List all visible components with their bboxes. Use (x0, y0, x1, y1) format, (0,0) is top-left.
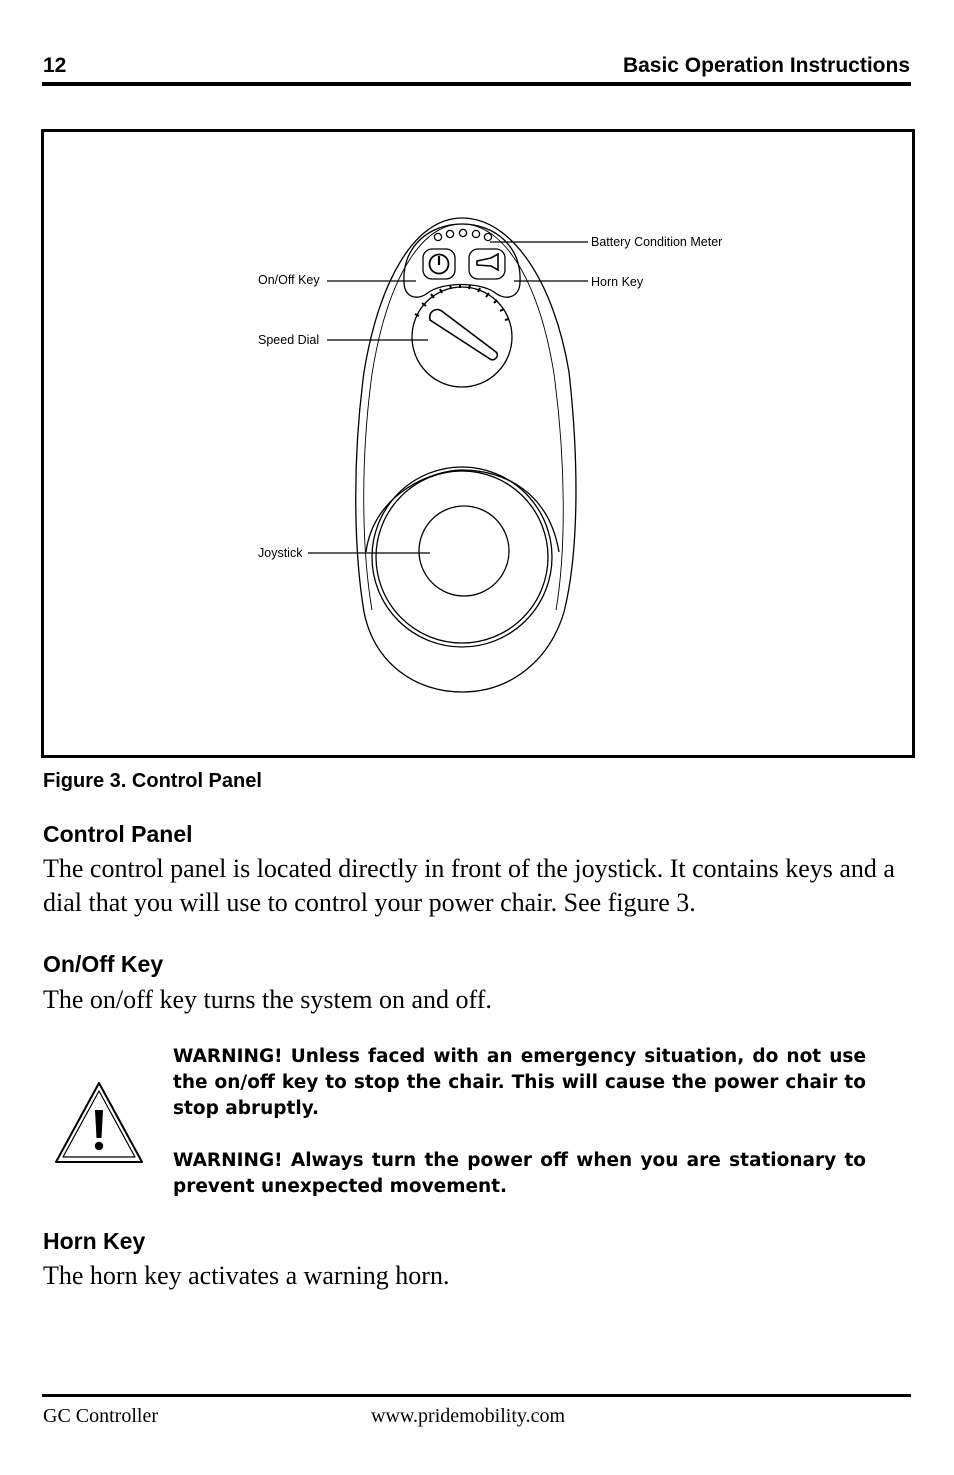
footer-rule (42, 1394, 911, 1397)
body-control-panel: The control panel is located directly in front of the joystick. It contains keys and a dial that you will use to control your power chair. See figure 3. (43, 854, 895, 917)
figure-frame (41, 129, 915, 758)
heading-control-panel: Control Panel (43, 821, 193, 847)
header-rule (42, 82, 911, 86)
body-on-off-key: The on/off key turns the system on and off. (43, 985, 492, 1014)
horn-key (469, 249, 505, 279)
callout-speed-dial: Speed Dial (258, 333, 320, 347)
heading-horn-key: Horn Key (43, 1228, 146, 1254)
battery-led-5 (484, 233, 491, 240)
dial-pointer (430, 310, 498, 360)
callout-on-off-key: On/Off Key (258, 273, 320, 287)
battery-led-4 (472, 230, 479, 237)
horn-icon (477, 254, 498, 270)
figure-caption: Figure 3. Control Panel (43, 770, 262, 792)
page-number: 12 (43, 54, 67, 77)
warning-emergency-stop: WARNING! Unless faced with an emergency situation, do not use the on/off key to stop the chair. This will cause the power chair to stop abruptly. (173, 1046, 866, 1119)
dial-ticks (415, 284, 509, 320)
callout-battery-meter: Battery Condition Meter (591, 235, 723, 249)
footer-product-name: GC Controller (43, 1405, 158, 1427)
battery-led-3 (459, 229, 466, 236)
footer-website: www.pridemobility.com (371, 1405, 566, 1427)
warning-power-off: WARNING! Always turn the power off when you are stationary to prevent unexpected movement. (173, 1150, 866, 1197)
control-panel-illustration (44, 132, 912, 755)
joystick-boot (366, 470, 559, 552)
battery-led-2 (446, 230, 453, 237)
speed-dial (412, 287, 512, 387)
callout-joystick: Joystick (258, 546, 303, 560)
running-head: Basic Operation Instructions (622, 54, 910, 77)
heading-on-off-key: On/Off Key (43, 951, 164, 977)
warning-triangle-icon (53, 1080, 145, 1166)
controller-housing (356, 218, 576, 692)
housing-inner-edge (364, 224, 462, 610)
joystick-base-inner (376, 471, 548, 643)
callout-horn-key: Horn Key (591, 275, 644, 289)
battery-led-1 (434, 233, 441, 240)
joystick-knob (419, 506, 509, 596)
body-horn-key: The horn key activates a warning horn. (43, 1261, 450, 1290)
